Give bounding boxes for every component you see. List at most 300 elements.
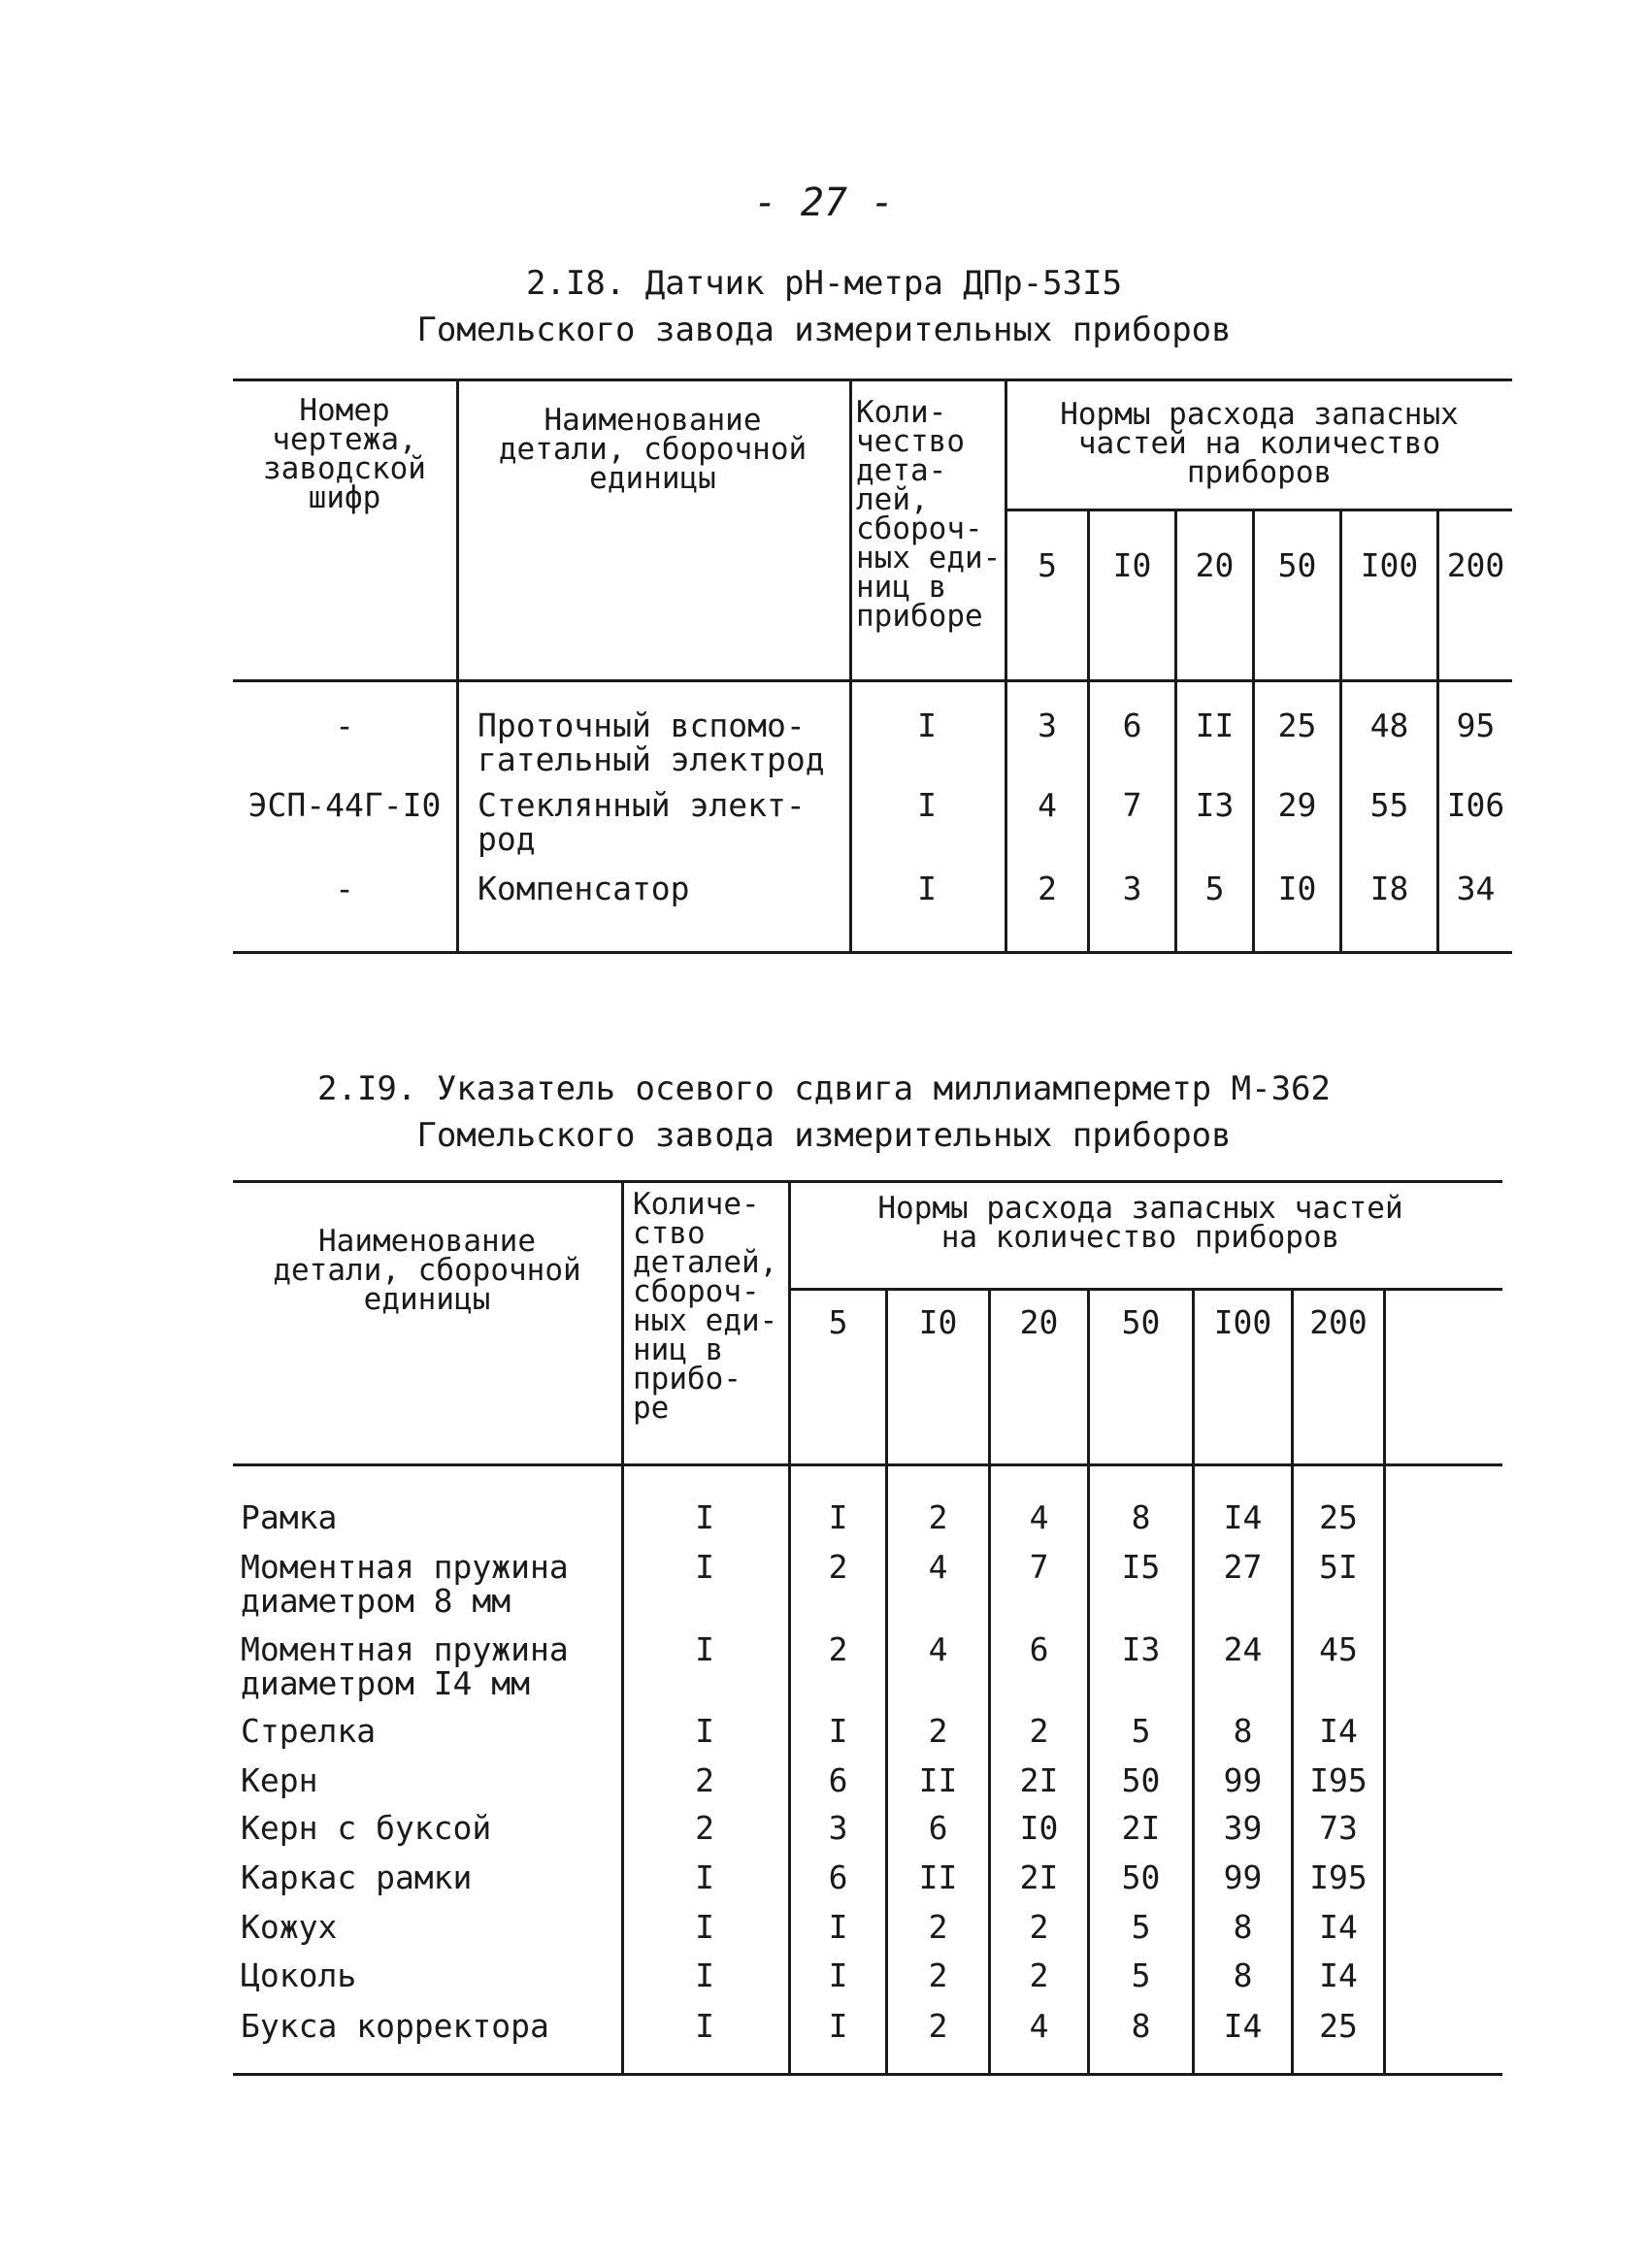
- cell-norm-value: [1342, 871, 1436, 905]
- cell-quantity-line: I: [695, 1858, 714, 1896]
- cell-norm-value-line: 6: [1122, 707, 1142, 744]
- cell-norm-value-line: 25: [1319, 2007, 1358, 2045]
- header-count-200-line: 200: [1309, 1303, 1368, 1341]
- cell-norm-value-line: I8: [1369, 870, 1409, 907]
- cell-norm-value: [1007, 708, 1087, 742]
- cell-norm-value: [1195, 1811, 1291, 1845]
- cell-norm-value-line: 73: [1319, 1809, 1358, 1847]
- cell-norm-value-line: 2I: [1019, 1858, 1059, 1896]
- cell-norm-value-line: 8: [1233, 1712, 1253, 1750]
- cell-norm-value-line: I4: [1223, 1498, 1263, 1536]
- header-quantity-line: Количе-: [633, 1187, 760, 1222]
- cell-norm-value: [1342, 708, 1436, 742]
- cell-norm-value-line: II: [918, 1858, 958, 1896]
- header-count-50: [1255, 548, 1339, 582]
- cell-norm-value: [991, 1550, 1087, 1584]
- cell-part-name: [241, 1811, 621, 1845]
- cell-part-name-line: Стрелка: [241, 1712, 377, 1750]
- cell-norm-value-line: I3: [1121, 1630, 1161, 1668]
- cell-quantity: [621, 1500, 788, 1534]
- header-drawing-number-line: шифр: [308, 480, 381, 515]
- cell-norm-value-line: 3: [1122, 870, 1142, 907]
- cell-norm-value: [1294, 1763, 1383, 1797]
- header-quantity-line: деталей,: [633, 1245, 778, 1280]
- header-count-20: [1177, 548, 1252, 582]
- cell-part-name-line: Керн: [241, 1761, 318, 1799]
- cell-quantity-line: 2: [695, 1761, 714, 1799]
- cell-norm-value-line: 2: [928, 1712, 948, 1750]
- header-quantity-line: приборе: [856, 599, 983, 634]
- cell-norm-value-line: 2: [928, 1498, 948, 1536]
- cell-norm-value-line: 2: [1038, 870, 1057, 907]
- cell-norm-value-line: 2: [1029, 1908, 1049, 1946]
- cell-norm-value-line: 8: [1233, 1908, 1253, 1946]
- header-quantity-line: ре: [633, 1391, 670, 1426]
- header-count-20-line: 20: [1019, 1303, 1059, 1341]
- cell-part-name-line: Моментная пружина: [241, 1630, 569, 1668]
- cell-norm-value-line: 55: [1369, 786, 1409, 824]
- cell-drawing-number-line: -: [335, 707, 354, 744]
- cell-part-name: [241, 2009, 621, 2043]
- cell-norm-value: [791, 2009, 885, 2043]
- cell-norm-value: [791, 1860, 885, 1894]
- cell-norm-value: [1439, 788, 1512, 822]
- cell-part-name-line: диаметром 8 мм: [241, 1582, 511, 1620]
- header-part-name-line: единицы: [363, 1282, 491, 1317]
- cell-norm-value-line: 2: [828, 1548, 848, 1586]
- cell-norm-value-line: 25: [1277, 707, 1317, 744]
- header-count-I00-line: I00: [1213, 1303, 1272, 1341]
- cell-norm-value: [888, 1500, 988, 1534]
- cell-quantity: [621, 1811, 788, 1845]
- cell-norm-value-line: 2I: [1019, 1761, 1059, 1799]
- cell-part-name-line: Моментная пружина: [241, 1548, 569, 1586]
- cell-norm-value: [1090, 1550, 1192, 1584]
- cell-norm-value: [991, 2009, 1087, 2043]
- cell-norm-value: [1195, 1910, 1291, 1944]
- cell-norm-value: [888, 1550, 988, 1584]
- cell-norm-value-line: 29: [1277, 786, 1317, 824]
- cell-part-name: [241, 1763, 621, 1797]
- header-norms-line: частей на количество: [1077, 426, 1441, 461]
- cell-norm-value: [1195, 1632, 1291, 1666]
- cell-part-name: [478, 788, 846, 856]
- cell-norm-value-line: 5: [1131, 1712, 1151, 1750]
- header-norms-line: Нормы расхода запасных частей: [877, 1191, 1403, 1226]
- cell-quantity: [621, 1714, 788, 1748]
- cell-norm-value-line: II: [1195, 707, 1235, 744]
- table2-title: 2.I9. Указатель осевого сдвига миллиамперметр М-362: [317, 1069, 1331, 1108]
- header-part-name: [461, 403, 844, 496]
- rule-norms-split: [788, 1288, 1502, 1291]
- cell-norm-value-line: 24: [1223, 1630, 1263, 1668]
- cell-quantity: [621, 1632, 788, 1666]
- cell-norm-value-line: I3: [1195, 786, 1235, 824]
- cell-part-name-line: Каркас рамки: [241, 1858, 473, 1896]
- header-part-name-line: детали, сборочной: [498, 432, 808, 467]
- cell-norm-value: [888, 1632, 988, 1666]
- cell-part-name-line: Кожух: [241, 1908, 338, 1946]
- cell-part-name-line: гательный электрод: [478, 740, 825, 778]
- header-drawing-number: [238, 393, 451, 515]
- header-count-5-line: 5: [1038, 546, 1057, 584]
- cell-quantity-line: I: [917, 870, 937, 907]
- cell-norm-value-line: 2: [828, 1630, 848, 1668]
- header-quantity-line: прибо-: [633, 1362, 742, 1397]
- cell-part-name: [241, 1550, 621, 1618]
- col-divider: [1192, 1288, 1195, 2073]
- cell-norm-value-line: 8: [1131, 2007, 1151, 2045]
- cell-quantity: [621, 1763, 788, 1797]
- cell-norm-value: [791, 1763, 885, 1797]
- cell-norm-value: [991, 1958, 1087, 1992]
- cell-norm-value-line: 39: [1223, 1809, 1263, 1847]
- cell-part-name: [241, 1958, 621, 1992]
- header-quantity-line: чество: [856, 424, 965, 459]
- cell-quantity: [621, 1958, 788, 1992]
- cell-norm-value: [1177, 788, 1252, 822]
- cell-quantity: [621, 2009, 788, 2043]
- cell-norm-value: [1195, 1500, 1291, 1534]
- cell-part-name-line: Проточный вспомо-: [478, 707, 806, 744]
- cell-norm-value-line: I95: [1309, 1858, 1368, 1896]
- cell-norm-value-line: I4: [1319, 1908, 1358, 1946]
- cell-quantity-line: I: [917, 786, 937, 824]
- header-norms-line: приборов: [1186, 455, 1333, 490]
- cell-norm-value-line: 27: [1223, 1548, 1263, 1586]
- cell-norm-value: [1294, 1910, 1383, 1944]
- rule-header-bottom: [233, 679, 1512, 682]
- cell-norm-value-line: 95: [1456, 707, 1496, 744]
- header-count-I0-line: I0: [918, 1303, 958, 1341]
- cell-norm-value: [1090, 1714, 1192, 1748]
- cell-norm-value: [1255, 708, 1339, 742]
- rule-bottom: [233, 951, 1512, 954]
- cell-norm-value: [1255, 788, 1339, 822]
- cell-part-name: [241, 1860, 621, 1894]
- cell-norm-value: [791, 1550, 885, 1584]
- cell-norm-value: [888, 1714, 988, 1748]
- header-drawing-number-line: заводской: [263, 451, 426, 486]
- cell-norm-value: [1439, 871, 1512, 905]
- cell-norm-value: [1294, 1714, 1383, 1748]
- cell-norm-value: [1195, 1714, 1291, 1748]
- cell-quantity-line: I: [695, 1712, 714, 1750]
- cell-part-name-line: род: [478, 820, 536, 858]
- header-part-name-line: детали, сборочной: [273, 1253, 581, 1288]
- cell-quantity: [621, 1860, 788, 1894]
- cell-norm-value-line: 5: [1131, 1908, 1151, 1946]
- cell-norm-value: [991, 1910, 1087, 1944]
- header-quantity: [633, 1187, 788, 1426]
- cell-norm-value: [791, 1714, 885, 1748]
- col-divider: [849, 378, 852, 951]
- cell-norm-value-line: 25: [1319, 1498, 1358, 1536]
- rule-bottom: [233, 2073, 1502, 2076]
- cell-norm-value-line: 4: [928, 1630, 948, 1668]
- cell-norm-value: [1177, 871, 1252, 905]
- cell-norm-value-line: 2: [1029, 1956, 1049, 1994]
- header-norms: [791, 1191, 1490, 1255]
- cell-quantity: [849, 788, 1005, 822]
- cell-quantity-line: I: [695, 1498, 714, 1536]
- cell-norm-value-line: 7: [1122, 786, 1142, 824]
- header-norms: [1009, 397, 1509, 490]
- cell-norm-value-line: 50: [1121, 1858, 1161, 1896]
- header-count-I0-line: I0: [1112, 546, 1152, 584]
- col-divider: [1291, 1288, 1294, 2073]
- cell-norm-value: [1090, 1500, 1192, 1534]
- cell-norm-value: [791, 1958, 885, 1992]
- header-quantity-line: сбороч-: [633, 1274, 760, 1309]
- cell-norm-value: [1439, 708, 1512, 742]
- rule-header-bottom: [233, 1463, 1502, 1466]
- cell-norm-value: [991, 1714, 1087, 1748]
- header-norms-line: на количество приборов: [940, 1220, 1340, 1255]
- cell-norm-value-line: 4: [1029, 1498, 1049, 1536]
- cell-norm-value: [1294, 1632, 1383, 1666]
- cell-norm-value-line: 48: [1369, 707, 1409, 744]
- cell-norm-value: [888, 1910, 988, 1944]
- header-count-5: [791, 1305, 885, 1339]
- cell-part-name-line: Стеклянный элект-: [478, 786, 806, 824]
- cell-norm-value-line: I95: [1309, 1761, 1368, 1799]
- cell-norm-value-line: I0: [1277, 870, 1317, 907]
- cell-norm-value: [1294, 1958, 1383, 1992]
- cell-quantity-line: I: [695, 1630, 714, 1668]
- cell-norm-value: [991, 1860, 1087, 1894]
- cell-part-name: [478, 871, 846, 905]
- header-count-20: [991, 1305, 1087, 1339]
- cell-norm-value: [791, 1910, 885, 1944]
- cell-norm-value-line: 2: [928, 2007, 948, 2045]
- cell-norm-value: [791, 1811, 885, 1845]
- header-quantity-line: лей,: [856, 482, 929, 517]
- cell-norm-value: [991, 1632, 1087, 1666]
- cell-norm-value-line: 5: [1131, 1956, 1151, 1994]
- cell-part-name-line: Компенсатор: [478, 870, 690, 907]
- cell-drawing-number-line: ЭСП-44Г-I0: [247, 786, 442, 824]
- cell-norm-value-line: 4: [928, 1548, 948, 1586]
- header-part-name-line: единицы: [589, 461, 716, 496]
- cell-norm-value-line: I: [828, 1712, 848, 1750]
- header-count-200: [1439, 548, 1512, 582]
- cell-norm-value: [1007, 788, 1087, 822]
- rule-top: [233, 1180, 1502, 1183]
- cell-quantity-line: 2: [695, 1809, 714, 1847]
- cell-norm-value-line: I: [828, 2007, 848, 2045]
- cell-quantity-line: I: [695, 2007, 714, 2045]
- cell-norm-value-line: I5: [1121, 1548, 1161, 1586]
- cell-norm-value-line: 6: [1029, 1630, 1049, 1668]
- header-drawing-number-line: чертежа,: [272, 422, 417, 457]
- cell-norm-value-line: 4: [1029, 2007, 1049, 2045]
- cell-drawing-number: [238, 871, 451, 905]
- header-count-I00: [1342, 548, 1436, 582]
- cell-norm-value: [888, 2009, 988, 2043]
- header-count-5-line: 5: [828, 1303, 848, 1341]
- header-count-50-line: 50: [1277, 546, 1317, 584]
- cell-part-name: [241, 1910, 621, 1944]
- cell-norm-value-line: 6: [928, 1809, 948, 1847]
- header-quantity: [856, 395, 1002, 634]
- cell-norm-value: [1177, 708, 1252, 742]
- cell-norm-value: [991, 1500, 1087, 1534]
- cell-norm-value-line: I: [828, 1956, 848, 1994]
- col-divider: [885, 1288, 888, 2073]
- cell-norm-value-line: 3: [1038, 707, 1057, 744]
- cell-norm-value: [1294, 1550, 1383, 1584]
- cell-norm-value-line: I4: [1223, 2007, 1263, 2045]
- cell-norm-value-line: 8: [1233, 1956, 1253, 1994]
- header-count-200: [1294, 1305, 1383, 1339]
- cell-quantity: [621, 1910, 788, 1944]
- cell-norm-value: [1090, 788, 1174, 822]
- header-count-20-line: 20: [1195, 546, 1235, 584]
- cell-norm-value: [1090, 1958, 1192, 1992]
- cell-norm-value: [1195, 1958, 1291, 1992]
- cell-norm-value-line: I06: [1446, 786, 1505, 824]
- cell-quantity-line: I: [917, 707, 937, 744]
- cell-norm-value-line: 99: [1223, 1761, 1263, 1799]
- cell-norm-value: [1090, 1632, 1192, 1666]
- cell-quantity: [621, 1550, 788, 1584]
- header-count-50: [1090, 1305, 1192, 1339]
- cell-norm-value-line: I0: [1019, 1809, 1059, 1847]
- col-divider: [1005, 378, 1007, 951]
- cell-norm-value-line: 6: [828, 1858, 848, 1896]
- cell-norm-value-line: 8: [1131, 1498, 1151, 1536]
- header-quantity-line: ство: [633, 1216, 706, 1251]
- header-count-I0: [888, 1305, 988, 1339]
- header-quantity-line: Коли-: [856, 395, 947, 430]
- rule-top: [233, 378, 1512, 381]
- header-quantity-line: ных еди-: [856, 541, 1002, 575]
- cell-norm-value: [1294, 1500, 1383, 1534]
- cell-part-name-line: Керн с буксой: [241, 1809, 492, 1847]
- cell-drawing-number-line: -: [335, 870, 354, 907]
- cell-quantity: [849, 871, 1005, 905]
- header-count-5: [1007, 548, 1087, 582]
- table2-subtitle: Гомельского завода измерительных приборов: [416, 1116, 1232, 1155]
- header-drawing-number-line: Номер: [299, 393, 390, 428]
- header-quantity-line: ных еди-: [633, 1303, 778, 1338]
- cell-norm-value: [1342, 788, 1436, 822]
- cell-norm-value-line: I4: [1319, 1712, 1358, 1750]
- cell-norm-value: [1090, 708, 1174, 742]
- cell-norm-value: [1090, 1811, 1192, 1845]
- header-count-I00-line: I00: [1360, 546, 1419, 584]
- cell-norm-value-line: 5: [1204, 870, 1225, 907]
- cell-part-name: [241, 1500, 621, 1534]
- cell-norm-value-line: 45: [1319, 1630, 1358, 1668]
- cell-norm-value: [1090, 2009, 1192, 2043]
- header-part-name: [238, 1224, 616, 1317]
- cell-norm-value-line: 2: [1029, 1712, 1049, 1750]
- cell-drawing-number: [238, 708, 451, 742]
- cell-norm-value-line: 99: [1223, 1858, 1263, 1896]
- table1-title: 2.I8. Датчик pH-метра ДПр-53I5: [525, 264, 1123, 303]
- cell-norm-value: [1090, 1763, 1192, 1797]
- cell-norm-value: [888, 1860, 988, 1894]
- cell-quantity-line: I: [695, 1548, 714, 1586]
- cell-norm-value: [1195, 1860, 1291, 1894]
- cell-norm-value: [888, 1763, 988, 1797]
- cell-part-name-line: Рамка: [241, 1498, 338, 1536]
- cell-norm-value: [888, 1958, 988, 1992]
- col-divider: [1383, 1288, 1386, 2073]
- cell-norm-value-line: 2I: [1121, 1809, 1161, 1847]
- cell-norm-value-line: 2: [928, 1956, 948, 1994]
- cell-part-name: [241, 1714, 621, 1748]
- header-count-I0: [1090, 548, 1174, 582]
- cell-drawing-number: [238, 788, 451, 822]
- cell-part-name-line: Цоколь: [241, 1956, 357, 1994]
- cell-quantity-line: I: [695, 1908, 714, 1946]
- header-quantity-line: ниц в: [856, 570, 947, 605]
- cell-norm-value-line: 3: [828, 1809, 848, 1847]
- cell-part-name: [478, 708, 846, 776]
- cell-norm-value: [1294, 1860, 1383, 1894]
- cell-norm-value-line: II: [918, 1761, 958, 1799]
- cell-norm-value: [1294, 2009, 1383, 2043]
- cell-norm-value: [1007, 871, 1087, 905]
- cell-norm-value: [1090, 871, 1174, 905]
- header-norms-line: Нормы расхода запасных: [1060, 397, 1459, 432]
- cell-norm-value-line: 5I: [1319, 1548, 1358, 1586]
- cell-norm-value: [1090, 1910, 1192, 1944]
- col-divider: [456, 378, 459, 951]
- cell-norm-value: [791, 1500, 885, 1534]
- header-quantity-line: сбороч-: [856, 511, 983, 546]
- cell-norm-value-line: 50: [1121, 1761, 1161, 1799]
- cell-norm-value: [1195, 2009, 1291, 2043]
- cell-quantity-line: I: [695, 1956, 714, 1994]
- cell-norm-value-line: I: [828, 1498, 848, 1536]
- header-quantity-line: ниц в: [633, 1332, 724, 1367]
- cell-norm-value: [991, 1763, 1087, 1797]
- cell-norm-value-line: 2: [928, 1908, 948, 1946]
- cell-norm-value: [991, 1811, 1087, 1845]
- cell-part-name-line: Букса корректора: [241, 2007, 549, 2045]
- header-part-name-line: Наименование: [544, 403, 762, 438]
- cell-quantity: [849, 708, 1005, 742]
- cell-norm-value-line: 6: [828, 1761, 848, 1799]
- cell-norm-value: [1195, 1550, 1291, 1584]
- cell-norm-value-line: 4: [1038, 786, 1057, 824]
- cell-norm-value: [791, 1632, 885, 1666]
- header-count-200-line: 200: [1446, 546, 1505, 584]
- col-divider: [1087, 1288, 1090, 2073]
- header-part-name-line: Наименование: [318, 1224, 536, 1259]
- cell-norm-value-line: I4: [1319, 1956, 1358, 1994]
- cell-norm-value: [1090, 1860, 1192, 1894]
- cell-norm-value: [1294, 1811, 1383, 1845]
- cell-norm-value-line: I: [828, 1908, 848, 1946]
- table1-subtitle: Гомельского завода измерительных приборов: [416, 311, 1232, 349]
- cell-norm-value: [1255, 871, 1339, 905]
- header-count-50-line: 50: [1121, 1303, 1161, 1341]
- cell-part-name-line: диаметром I4 мм: [241, 1664, 531, 1702]
- header-count-I00: [1195, 1305, 1291, 1339]
- cell-norm-value-line: 34: [1456, 870, 1496, 907]
- cell-norm-value-line: 7: [1029, 1548, 1049, 1586]
- cell-norm-value: [888, 1811, 988, 1845]
- cell-norm-value: [1195, 1763, 1291, 1797]
- cell-part-name: [241, 1632, 621, 1700]
- header-quantity-line: дета-: [856, 453, 947, 488]
- col-divider: [988, 1288, 991, 2073]
